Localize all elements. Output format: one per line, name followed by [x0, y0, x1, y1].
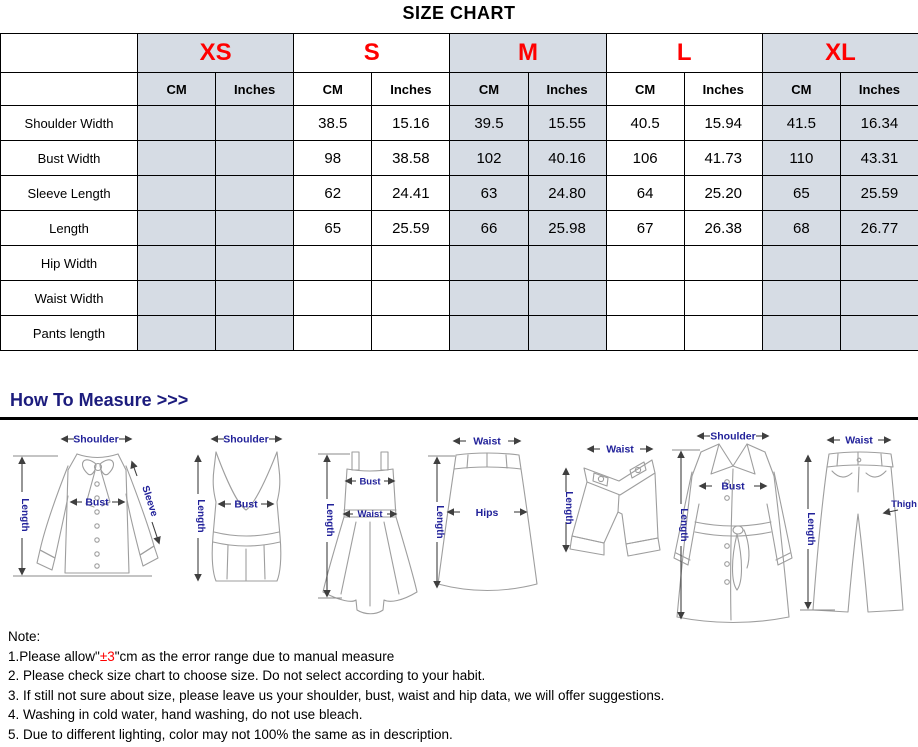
- label-length: Length: [805, 512, 816, 546]
- size-cell: [684, 246, 762, 281]
- note-line-2: 2. Please check size chart to choose size. Do not select according to your habit.: [8, 668, 486, 683]
- row-label: Sleeve Length: [1, 176, 138, 211]
- size-cell: [138, 176, 216, 211]
- size-cell: 24.41: [372, 176, 450, 211]
- figure-blouse: [13, 434, 160, 577]
- label-length: Length: [434, 505, 445, 539]
- label-bust: Bust: [359, 476, 381, 488]
- label-length: Length: [678, 508, 689, 542]
- label-length: Length: [563, 491, 574, 525]
- size-cell: [762, 281, 840, 316]
- size-cell: 38.58: [372, 141, 450, 176]
- size-cell: [528, 281, 606, 316]
- table-row: [1, 281, 918, 316]
- size-cell: 24.80: [528, 176, 606, 211]
- size-cell: 66: [450, 211, 528, 246]
- unit-header-cm: CM: [762, 73, 840, 106]
- page-title: SIZE CHART: [402, 3, 516, 23]
- unit-header-cm: CM: [294, 73, 372, 106]
- unit-header-inches: Inches: [840, 73, 918, 106]
- size-cell: 68: [762, 211, 840, 246]
- size-cell: 15.16: [372, 106, 450, 141]
- divider-line: [0, 417, 918, 420]
- unit-header-cm: CM: [450, 73, 528, 106]
- row-label: Hip Width: [1, 246, 138, 281]
- how-to-measure-heading: How To Measure >>>: [10, 390, 189, 410]
- size-cell: [606, 316, 684, 351]
- label-bust: Bust: [721, 480, 745, 493]
- size-cell: 62: [294, 176, 372, 211]
- table-row: [1, 141, 918, 176]
- size-cell: [216, 316, 294, 351]
- size-cell: 26.77: [840, 211, 918, 246]
- size-cell: [138, 141, 216, 176]
- size-cell: 67: [606, 211, 684, 246]
- unit-header-inches: Inches: [528, 73, 606, 106]
- unit-header-inches: Inches: [684, 73, 762, 106]
- size-cell: [138, 281, 216, 316]
- label-bust: Bust: [85, 496, 109, 509]
- size-cell: 16.34: [840, 106, 918, 141]
- size-cell: [216, 246, 294, 281]
- size-cell: [528, 246, 606, 281]
- size-cell: 15.55: [528, 106, 606, 141]
- size-header-l: L: [606, 34, 762, 73]
- size-chart-table: [0, 33, 918, 351]
- size-cell: [606, 281, 684, 316]
- size-cell: [684, 316, 762, 351]
- size-cell: 43.31: [840, 141, 918, 176]
- size-cell: [372, 316, 450, 351]
- size-cell: 98: [294, 141, 372, 176]
- label-thigh: Thigh: [891, 499, 917, 510]
- size-cell: [138, 106, 216, 141]
- table-row: [1, 246, 918, 281]
- figure-slip-dress: [318, 452, 417, 614]
- table-row: [1, 106, 918, 141]
- size-cell: 40.16: [528, 141, 606, 176]
- size-cell: [138, 316, 216, 351]
- size-cell: [450, 246, 528, 281]
- table-row: [1, 211, 918, 246]
- size-cell: 26.38: [684, 211, 762, 246]
- size-header-xl: XL: [762, 34, 918, 73]
- size-header-xs: XS: [138, 34, 294, 73]
- size-cell: 25.59: [840, 176, 918, 211]
- size-cell: [216, 281, 294, 316]
- size-cell: 64: [606, 176, 684, 211]
- size-cell: 106: [606, 141, 684, 176]
- label-shoulder: Shoulder: [223, 433, 269, 446]
- size-cell: [762, 246, 840, 281]
- unit-header-inches: Inches: [216, 73, 294, 106]
- note-line-5: 5. Due to different lighting, color may not 100% the same as in description.: [8, 726, 453, 742]
- size-cell: [372, 246, 450, 281]
- notes-heading: Note:: [8, 629, 41, 644]
- corner-cell: [1, 34, 138, 73]
- size-cell: [216, 141, 294, 176]
- size-cell: [294, 246, 372, 281]
- figure-shorts: [563, 444, 660, 557]
- size-cell: [840, 316, 918, 351]
- figure-coat: [672, 431, 792, 623]
- size-cell: 25.20: [684, 176, 762, 211]
- label-length: Length: [324, 503, 335, 537]
- label-shoulder: Shoulder: [710, 430, 756, 443]
- note-line-1: 1.Please allow"±3"cm as the error range due to manual measure: [8, 648, 395, 664]
- size-cell: 63: [450, 176, 528, 211]
- size-cell: 25.98: [528, 211, 606, 246]
- size-cell: [606, 246, 684, 281]
- label-waist: Waist: [606, 443, 634, 456]
- label-length: Length: [195, 499, 206, 533]
- size-cell: [684, 281, 762, 316]
- size-cell: [762, 316, 840, 351]
- label-waist: Waist: [845, 434, 873, 447]
- size-cell: 110: [762, 141, 840, 176]
- size-cell: 25.59: [372, 211, 450, 246]
- size-cell: 39.5: [450, 106, 528, 141]
- size-cell: [138, 246, 216, 281]
- size-cell: [216, 106, 294, 141]
- size-header-row: [1, 34, 918, 73]
- size-cell: [138, 211, 216, 246]
- table-row: [1, 316, 918, 351]
- unit-header-inches: Inches: [372, 73, 450, 106]
- note-line-4: 4. Washing in cold water, hand washing, do not use bleach.: [8, 707, 363, 722]
- size-cell: [450, 316, 528, 351]
- size-header-m: M: [450, 34, 606, 73]
- size-cell: [294, 281, 372, 316]
- label-length: Length: [19, 498, 30, 532]
- size-cell: 65: [762, 176, 840, 211]
- size-cell: [372, 281, 450, 316]
- figure-tank-top: [195, 434, 281, 582]
- size-cell: [840, 281, 918, 316]
- size-cell: [216, 211, 294, 246]
- label-waist: Waist: [473, 435, 501, 448]
- table-row: [1, 176, 918, 211]
- measure-illustrations: [0, 424, 918, 624]
- size-cell: 65: [294, 211, 372, 246]
- size-cell: [294, 316, 372, 351]
- unit-header-cm: CM: [606, 73, 684, 106]
- unit-header-cm: CM: [138, 73, 216, 106]
- label-shoulder: Shoulder: [73, 433, 119, 446]
- figure-pants: [800, 435, 917, 613]
- notes-section: [8, 627, 664, 744]
- corner-cell: [1, 73, 138, 106]
- row-label: Shoulder Width: [1, 106, 138, 141]
- size-cell: 41.73: [684, 141, 762, 176]
- label-hips: Hips: [475, 507, 499, 519]
- size-cell: [528, 316, 606, 351]
- size-cell: [216, 176, 294, 211]
- size-cell: 38.5: [294, 106, 372, 141]
- label-sleeve: Sleeve: [139, 484, 160, 519]
- size-cell: [450, 281, 528, 316]
- note-line-3: 3. If still not sure about size, please leave us your shoulder, bust, waist and hip data, we will offer suggestions.: [8, 687, 665, 703]
- size-cell: 102: [450, 141, 528, 176]
- unit-header-row: [1, 73, 918, 106]
- figure-skirt: [428, 436, 537, 591]
- row-label: Pants length: [1, 316, 138, 351]
- size-header-s: S: [294, 34, 450, 73]
- note-tolerance-value: ±3: [99, 648, 115, 664]
- size-cell: 40.5: [606, 106, 684, 141]
- size-cell: [840, 246, 918, 281]
- size-cell: 41.5: [762, 106, 840, 141]
- row-label: Bust Width: [1, 141, 138, 176]
- size-cell: 15.94: [684, 106, 762, 141]
- row-label: Length: [1, 211, 138, 246]
- label-bust: Bust: [234, 498, 258, 511]
- row-label: Waist Width: [1, 281, 138, 316]
- label-waist: Waist: [357, 509, 383, 520]
